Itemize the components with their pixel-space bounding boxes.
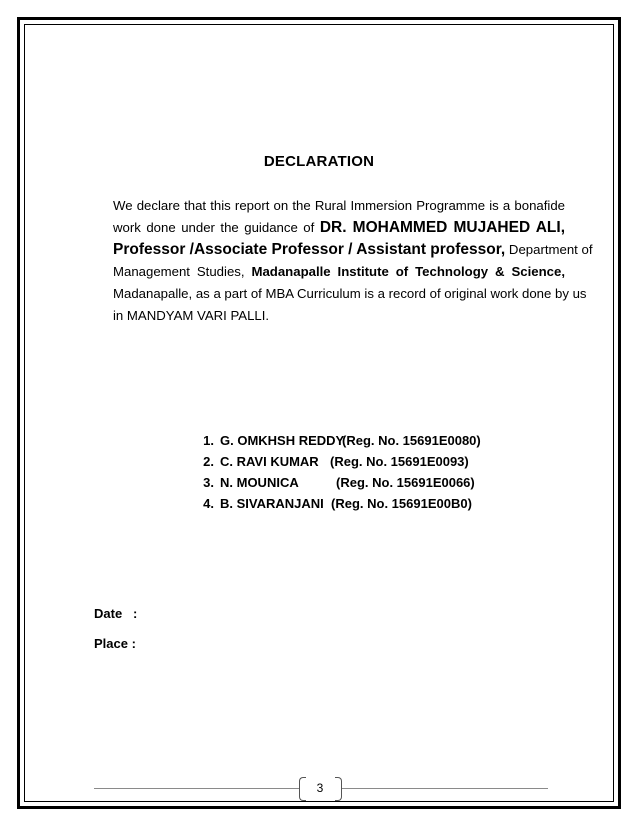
member-number: 3. xyxy=(203,475,214,490)
member-number: 2. xyxy=(203,454,214,469)
member-reg-no: (Reg. No. 15691E0066) xyxy=(336,475,475,490)
declaration-line-3 xyxy=(113,239,593,261)
member-name: B. SIVARANJANI xyxy=(220,496,324,511)
page-border-inner xyxy=(24,24,614,802)
member-item xyxy=(190,430,481,451)
member-reg-no: (Reg. No. 15691E0093) xyxy=(330,454,469,469)
declaration-line-4 xyxy=(113,261,565,283)
member-name: G. OMKHSH REDDY xyxy=(220,433,345,448)
footer-rule-right xyxy=(342,788,548,789)
member-number: 4. xyxy=(203,496,214,511)
guide-name: DR. MOHAMMED MUJAHED ALI, xyxy=(319,219,566,236)
footer-rule-left xyxy=(94,788,299,789)
department-text: Department of xyxy=(508,242,593,257)
member-item xyxy=(190,493,472,514)
declaration-line-5: Madanapalle, as a part of MBA Curriculum is a record of original work done by us xyxy=(113,286,587,301)
declaration-line-6: in MANDYAM VARI PALLI. xyxy=(113,308,270,323)
page-title: DECLARATION xyxy=(263,153,375,170)
members-list xyxy=(190,430,481,514)
member-item xyxy=(190,451,469,472)
member-name: C. RAVI KUMAR xyxy=(220,454,319,469)
guide-designation: Professor /Associate Professor / Assistant professor, xyxy=(113,241,506,258)
guidance-text: work done under the guidance of xyxy=(113,220,315,235)
date-label: Date : xyxy=(94,606,138,621)
declaration-line-1: We declare that this report on the Rural Immersion Programme is a bonafide xyxy=(113,198,565,213)
declaration-line-2 xyxy=(113,217,565,239)
place-label: Place : xyxy=(94,636,136,651)
institute-name: Madanapalle Institute of Technology & Science, xyxy=(251,264,565,279)
member-reg-no: (Reg. No. 15691E00B0) xyxy=(331,496,472,511)
declaration-paragraph xyxy=(113,195,593,327)
member-number: 1. xyxy=(203,433,214,448)
member-reg-no: (Reg. No. 15691E0080) xyxy=(342,433,481,448)
member-name: N. MOUNICA xyxy=(220,475,299,490)
member-item xyxy=(190,472,475,493)
page-number: 3 xyxy=(316,781,324,795)
department-name: Management Studies, xyxy=(113,264,245,279)
